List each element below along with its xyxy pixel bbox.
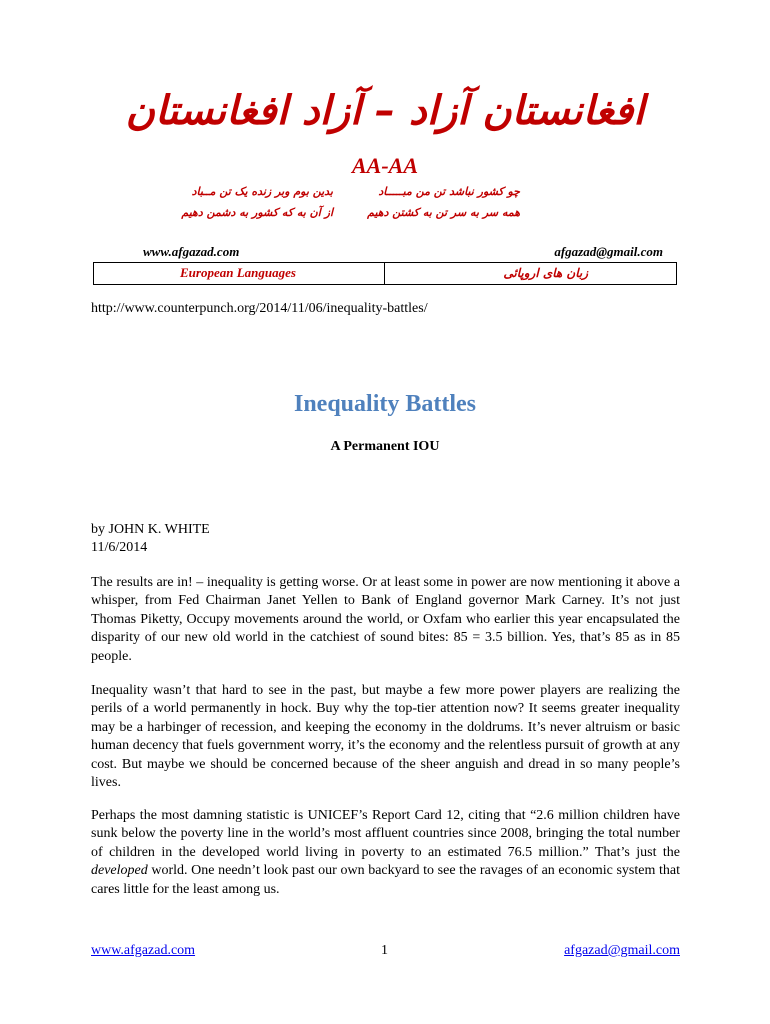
header-email-link[interactable]: afgazad@gmail.com: [554, 244, 663, 259]
poem-line-left-1: بدین بوم وبر زنده یک تن مــباد: [191, 185, 333, 198]
paragraph-3-text-a: Perhaps the most damning statistic is UNICEF’s Report Card 12, citing that “2.6 million children have sunk below the poverty line in the world’s most affluent countries since 2008, bringing the total number of children in the developed world living in poverty to an estimated 76.5 million.” That’s just the: [91, 808, 680, 860]
source-url[interactable]: http://www.counterpunch.org/2014/11/06/inequality-battles/: [91, 301, 428, 316]
paragraph-3-text-b: world. One needn’t look past our own backyard to see the ravages of an economic system that cares little for the least among us.: [91, 863, 680, 897]
footer-website: [91, 943, 195, 959]
author: by JOHN K. WHITE: [91, 522, 210, 537]
article-subtitle: A Permanent IOU: [330, 439, 440, 454]
footer-email-link[interactable]: afgazad@gmail.com: [564, 943, 680, 958]
paragraph-1: The results are in! – inequality is getting worse. Or at least some in power are now mentioning it above a whisper, from Fed Chairman Janet Yellen to Bank of England governor Mark Carney. It’s not just Thomas Piketty, Occupy movements around the world, or Oxfam who earlier this year encapsulated the disparity of our new old world in the catchiest of sound bites: 85 = 3.5 billion. Yes, that’s 85 as in 85 people.: [91, 575, 680, 664]
language-row: [93, 262, 677, 285]
european-languages-fa-link[interactable]: زبان های اروپائی: [503, 266, 588, 280]
masthead-aa: AA-AA: [351, 153, 419, 178]
byline: [91, 521, 210, 557]
article-title: Inequality Battles: [293, 391, 476, 417]
paragraph-2: Inequality wasn’t that hard to see in the past, but maybe a few more power players are realizing the perils of a world permanently in hock. Buy why the top-tier attention now? It seems greater inequality may be a harbinger of recession, and keeping the economy in the doldrums. It’s never altruism or basic human decency that fuels government worry, it’s the economy and the relentless pursuit of growth at any cost. But maybe we should be concerned because of the sheer anguish and dread in so many people’s lives.: [91, 683, 680, 791]
poem-line-right-2: همه سر به سر تن به کشتن دهیم: [367, 206, 520, 219]
date: 11/6/2014: [91, 540, 148, 555]
paragraph-3: [91, 807, 680, 899]
footer-email: [564, 943, 680, 959]
masthead-title: افغانستان آزاد – آزاد افغانستان: [125, 88, 645, 134]
header-website-link[interactable]: www.afgazad.com: [143, 244, 240, 259]
page-number: 1: [381, 943, 388, 958]
footer-website-link[interactable]: www.afgazad.com: [91, 943, 196, 958]
header-table: [93, 244, 677, 285]
header-links-row: [93, 244, 677, 262]
poem-line-left-2: از آن به که کشور به دشمن دهیم: [181, 206, 333, 219]
paragraph-3-emphasis: developed: [91, 863, 148, 879]
european-languages-link[interactable]: European Languages: [94, 263, 385, 284]
poem-line-right-1: چو کشور نباشد تن من مبـــــاد: [378, 185, 520, 198]
